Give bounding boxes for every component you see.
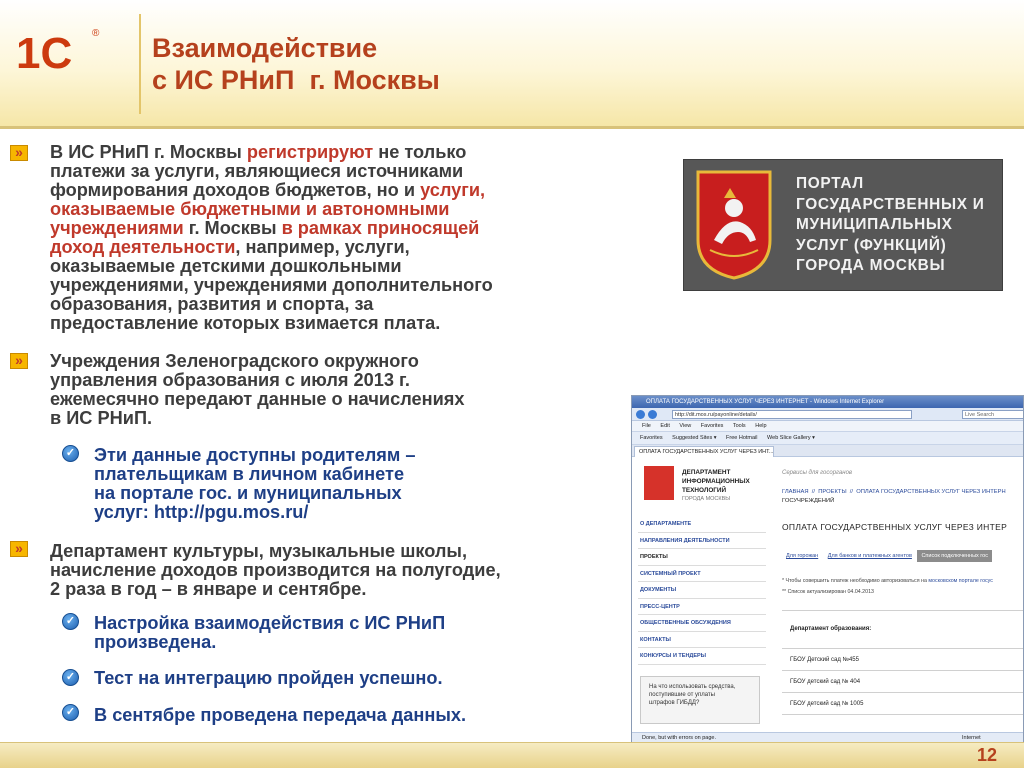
side-menu-item[interactable]: КОНКУРСЫ И ТЕНДЕРЫ (638, 648, 766, 665)
dept-name-line-3: ТЕХНОЛОГИЙ (682, 487, 727, 494)
auth-note-text: * Чтобы совершить платеж необходимо авторизоваться на (782, 578, 929, 584)
title-line-1: Взаимодействие (152, 33, 378, 63)
b1-line-6a: доход деятельности (50, 237, 236, 257)
portal-banner-text (796, 174, 984, 277)
side-menu-item[interactable]: ПРЕСС-ЦЕНТР (638, 599, 766, 616)
browser-title-bar: ОПЛАТА ГОСУДАРСТВЕННЫХ УСЛУГ ЧЕРЕЗ ИНТЕРНЕТ - Windows Internet Explorer (632, 396, 1023, 408)
status-text: Done, but with errors on page. (642, 735, 716, 741)
bullet-arrow-icon: » (10, 541, 28, 557)
b3-line-2: начисление доходов производится на полугодие, (50, 560, 501, 580)
b3-line-3: 2 раза в год – в январе и сентябре. (50, 579, 367, 599)
browser-tab[interactable]: ОПЛАТА ГОСУДАРСТВЕННЫХ УСЛУГ ЧЕРЕЗ ИНТ... (634, 446, 774, 457)
breadcrumb-line-1[interactable]: ГЛАВНАЯ // ПРОЕКТЫ // ОПЛАТА ГОСУДАРСТВЕННЫХ УСЛУГ ЧЕРЕЗ ИНТЕРН (782, 489, 1006, 495)
dept-name-line-1: ДЕПАРТАМЕНТ (682, 469, 731, 476)
bullet-1-text (50, 143, 615, 333)
portal-line-4: УСЛУГ (ФУНКЦИЙ) (796, 236, 947, 254)
sub1-line-2: плательщикам в личном кабинете (94, 464, 405, 484)
sub2-line-2: произведена. (94, 632, 217, 652)
portal-link[interactable]: московском портале госус (928, 578, 993, 584)
logo-registered-mark: ® (92, 28, 100, 39)
portal-banner (683, 159, 1003, 291)
side-menu-item[interactable]: КОНТАКТЫ (638, 632, 766, 649)
b1-line-3a: формирования доходов бюджетов, но и (50, 180, 421, 200)
browser-tab-strip (632, 445, 1023, 457)
b1-line-10: предоставление которых взимается плата. (50, 313, 441, 333)
sub1-line-1: Эти данные доступны родителям – (94, 445, 416, 465)
auth-note (782, 578, 993, 584)
sub-bullet-4-text: В сентябре проведена передача данных. (94, 705, 467, 725)
browser-screenshot (631, 395, 1024, 745)
menu-view[interactable]: View (679, 423, 692, 429)
table-header: Департамент образования: (782, 611, 1024, 649)
sub-bullet-check-icon: ✓ (62, 704, 79, 721)
b1-line-2: платежи за услуги, являющиеся источниками (50, 161, 464, 181)
dept-name (682, 468, 750, 495)
suggested-sites-link[interactable]: Suggested Sites ▾ (672, 435, 717, 441)
tab-connected-list[interactable]: Список подключенных гос (917, 550, 992, 562)
slide-title (152, 32, 440, 96)
b1-line-1a: В ИС РНиП г. Москвы (50, 142, 247, 162)
sub-bullet-1-text (94, 446, 614, 522)
side-box-line-2: поступившие от уплаты (649, 692, 715, 698)
bullet-arrow-icon: » (10, 353, 28, 369)
browser-address-bar (632, 408, 1023, 421)
table-row: ГБОУ детский сад № 404 (782, 671, 1024, 693)
page-tabs (782, 550, 992, 562)
moscow-coat-of-arms-icon (696, 170, 772, 280)
security-zone: Internet (962, 735, 981, 741)
bullet-2-text (50, 352, 615, 428)
sub-bullet-2-text (94, 614, 614, 652)
page-title: ОПЛАТА ГОСУДАРСТВЕННЫХ УСЛУГ ЧЕРЕЗ ИНТЕР (782, 522, 1008, 532)
sub-bullet-3-text: Тест на интеграцию пройден успешно. (94, 668, 443, 688)
dept-name-line-2: ИНФОРМАЦИОННЫХ (682, 478, 750, 485)
b2-line-2: управления образования с июля 2013 г. (50, 370, 410, 390)
logo-text: 1С (16, 29, 73, 76)
b1-line-1c: не только (373, 142, 467, 162)
sub-bullet-check-icon: ✓ (62, 669, 79, 686)
web-page (632, 458, 1024, 732)
menu-favorites[interactable]: Favorites (700, 423, 724, 429)
b2-line-3: ежемесячно передают данные о начислениях (50, 389, 465, 409)
header-divider (0, 126, 1024, 129)
tab-banks[interactable]: Для банков и платежных агентов (827, 553, 912, 559)
bullet-3-text (50, 542, 615, 599)
b1-line-4: оказываемые бюджетными и автономными (50, 199, 450, 219)
sub-bullet-check-icon: ✓ (62, 613, 79, 630)
favorites-button[interactable]: Favorites (640, 435, 663, 441)
portal-line-1: ПОРТАЛ (796, 175, 864, 192)
title-line-2: с ИС РНиП г. Москвы (152, 65, 440, 95)
b1-line-8: учреждениями, учреждениями дополнительного (50, 275, 493, 295)
side-box-line-1: На что использовать средства, (649, 684, 736, 690)
portal-line-3: МУНИЦИПАЛЬНЫХ (796, 216, 953, 233)
sub-bullet-check-icon: ✓ (62, 445, 79, 462)
header-vertical-divider (139, 14, 141, 114)
b2-line-4: в ИС РНиП. (50, 408, 153, 428)
services-link[interactable]: Сервисы для госорганов (782, 470, 853, 476)
slide-footer (0, 742, 1024, 768)
side-box-line-3: штрафов ГИБДД? (649, 700, 700, 706)
side-menu-item[interactable]: О ДЕПАРТАМЕНТЕ (638, 516, 766, 533)
browser-menu-bar (632, 421, 1023, 432)
b1-line-5c: в рамках приносящей (281, 218, 480, 238)
portal-line-2: ГОСУДАРСТВЕННЫХ И (796, 195, 985, 213)
favorites-bar (632, 432, 1023, 445)
b2-line-1: Учреждения Зеленоградского окружного (50, 351, 419, 371)
dept-city: ГОРОДА МОСКВЫ (682, 496, 731, 502)
side-menu-item[interactable]: ПРОЕКТЫ (638, 549, 766, 566)
b1-line-5a: учреждениями (50, 218, 184, 238)
breadcrumb (782, 488, 1024, 506)
breadcrumb-line-2: ГОСУЧРЕЖДЕНИЙ (782, 498, 835, 504)
side-menu-item[interactable]: НАПРАВЛЕНИЯ ДЕЯТЕЛЬНОСТИ (638, 533, 766, 550)
sub1-line-3: на портале гос. и муниципальных (94, 483, 402, 503)
bullet-arrow-icon: » (10, 145, 28, 161)
menu-edit[interactable]: Edit (660, 423, 670, 429)
b1-line-9: образования, развития и спорта, за (50, 294, 374, 314)
forward-icon[interactable] (648, 410, 657, 419)
side-info-box[interactable] (640, 676, 760, 724)
search-field[interactable]: Live Search (962, 410, 1024, 419)
table-row: ГБОУ детский сад № 1005 (782, 693, 1024, 715)
b1-highlight-registered: регистрируют (246, 142, 374, 162)
b1-line-7: оказываемые детскими дошкольными (50, 256, 402, 276)
sub2-line-1: Настройка взаимодействия с ИС РНиП (94, 613, 446, 633)
portal-line-5: ГОРОДА МОСКВЫ (796, 257, 946, 274)
sub1-line-4-url: услуг: http://pgu.mos.ru/ (94, 502, 309, 522)
update-note: ** Список актуализирован 04.04.2013 (782, 589, 874, 595)
url-field[interactable]: http://dit.mos.ru/payonline/details/ (672, 410, 912, 419)
b1-highlight-services: услуги, (420, 180, 486, 200)
side-menu (638, 516, 766, 665)
tab-citizens[interactable]: Для горожан (786, 553, 819, 559)
back-icon[interactable] (636, 410, 645, 419)
b1-line-5b: г. Москвы (183, 218, 282, 238)
dept-logo-icon (644, 466, 674, 500)
side-menu-item[interactable]: СИСТЕМНЫЙ ПРОЕКТ (638, 566, 766, 583)
web-slice-gallery-link[interactable]: Web Slice Gallery ▾ (767, 435, 815, 441)
menu-help[interactable]: Help (755, 423, 767, 429)
free-hotmail-link[interactable]: Free Hotmail (726, 435, 758, 441)
b1-line-6b: , например, услуги, (235, 237, 410, 257)
institutions-table (782, 610, 1024, 715)
side-menu-item[interactable]: ОБЩЕСТВЕННЫЕ ОБСУЖДЕНИЯ (638, 615, 766, 632)
table-row: ГБОУ Детский сад №455 (782, 649, 1024, 671)
b3-line-1: Департамент культуры, музыкальные школы, (50, 541, 468, 561)
menu-file[interactable]: File (642, 423, 651, 429)
menu-tools[interactable]: Tools (732, 423, 746, 429)
page-number: 12 (977, 745, 998, 765)
side-menu-item[interactable]: ДОКУМЕНТЫ (638, 582, 766, 599)
